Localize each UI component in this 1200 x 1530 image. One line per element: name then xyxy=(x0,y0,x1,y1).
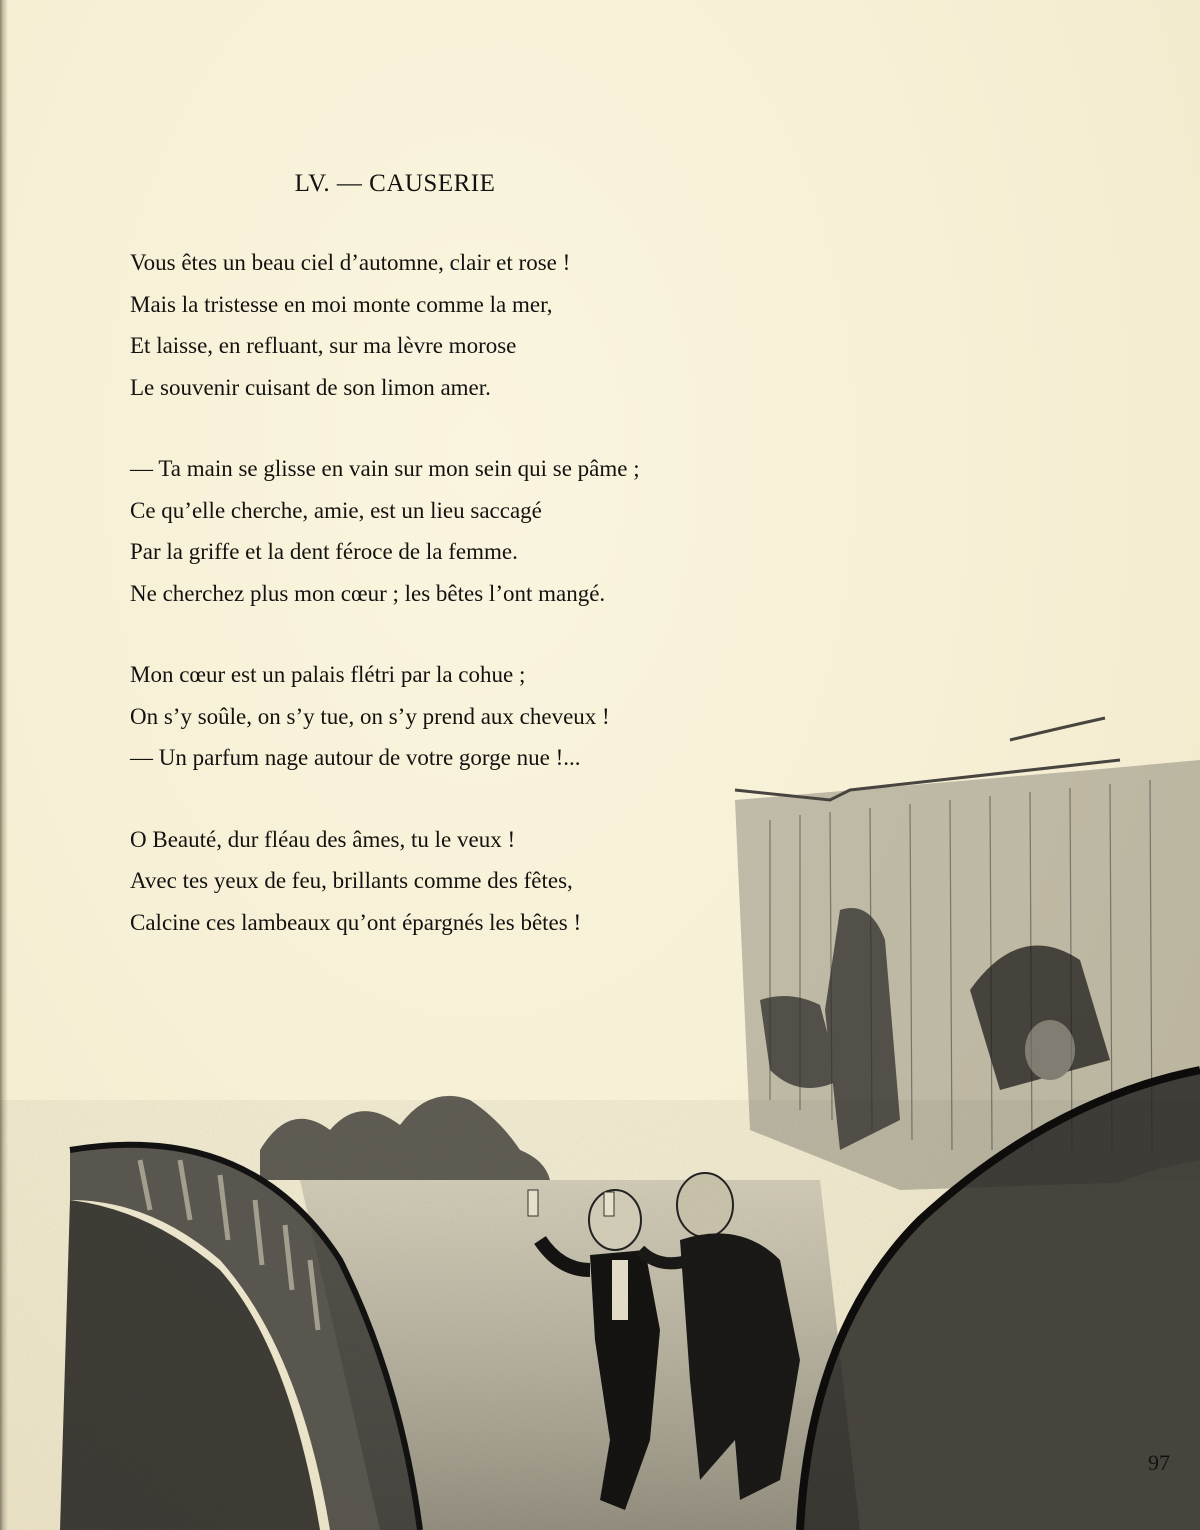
poem-line: — Ta main se glisse en vain sur mon sein qui se pâme ; xyxy=(130,456,640,481)
poem-line: Mais la tristesse en moi monte comme la mer, xyxy=(130,291,553,317)
poem-line: — Un parfum nage autour de votre gorge nue !... xyxy=(130,745,581,770)
poem-title: LV. — CAUSERIE xyxy=(294,170,496,197)
poem-line: O Beauté, dur fléau des âmes, tu le veux ! xyxy=(130,826,516,852)
poem-line: Ce qu’elle cherche, amie, est un lieu saccagé xyxy=(130,497,542,523)
poem-line: On s’y soûle, on s’y tue, on s’y prend aux cheveux ! xyxy=(130,703,610,729)
stanza-1 xyxy=(130,242,830,408)
poem-line: Par la griffe et la dent féroce de la femme. xyxy=(130,539,518,564)
lithograph-illustration xyxy=(0,700,1200,1530)
poem-line: Avec tes yeux de feu, brillants comme des fêtes, xyxy=(130,868,573,893)
page-number: 97 xyxy=(1148,1450,1170,1475)
poem-line: Le souvenir cuisant de son limon amer. xyxy=(130,374,491,400)
poem-line: Mon cœur est un palais flétri par la cohue ; xyxy=(130,662,526,687)
poem-line: Vous êtes un beau ciel d’automne, clair et rose ! xyxy=(130,250,571,275)
poem-line: Calcine ces lambeaux qu’ont épargnés les bêtes ! xyxy=(130,909,582,935)
poem-line: Ne cherchez plus mon cœur ; les bêtes l’ont mangé. xyxy=(130,580,606,606)
stanza-2 xyxy=(130,448,830,614)
poem-line: Et laisse, en refluant, sur ma lèvre morose xyxy=(130,333,517,358)
